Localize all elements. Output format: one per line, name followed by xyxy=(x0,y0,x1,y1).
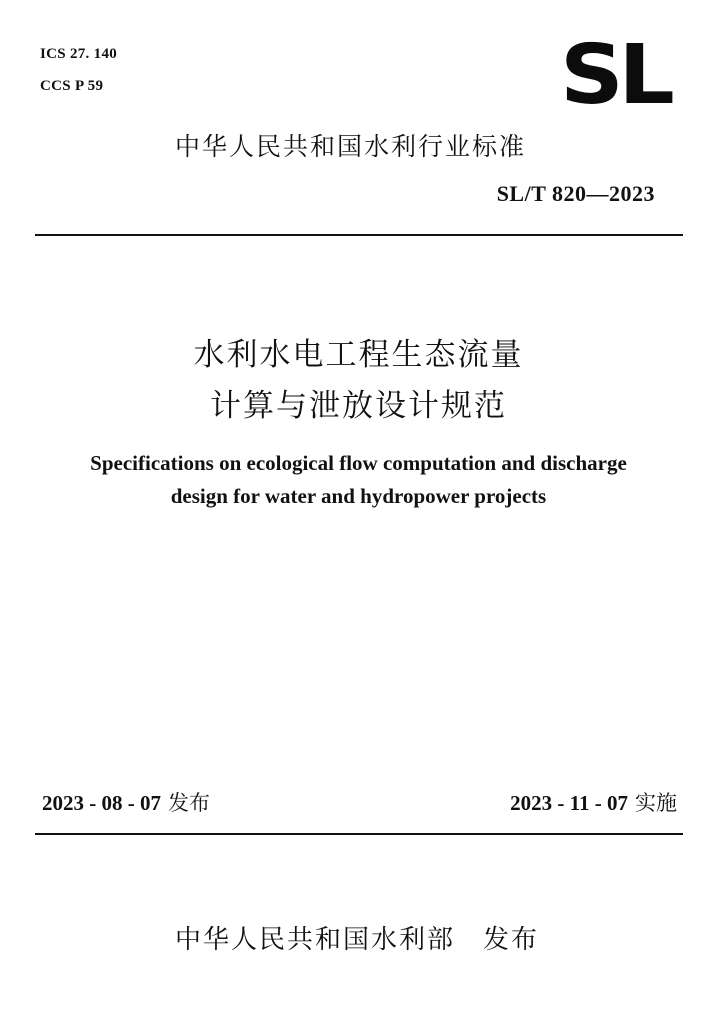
top-divider xyxy=(35,234,683,236)
implement-label: 实施 xyxy=(635,791,677,815)
standard-number: SL/T 820—2023 xyxy=(496,181,655,206)
publisher-action: 发布 xyxy=(483,925,540,955)
publisher-line xyxy=(175,922,539,958)
issue-date: 2023 - 08 - 07 xyxy=(42,791,161,815)
title-cn-line1: 水利水电工程生态流量 xyxy=(193,337,524,373)
ccs-code: CCS P 59 xyxy=(40,78,104,94)
title-cn-line2: 计算与泄放设计规范 xyxy=(210,388,507,424)
bottom-divider xyxy=(35,833,683,835)
standard-category: 中华人民共和国水利行业标准 xyxy=(175,132,527,161)
publisher-name: 中华人民共和国水利部 xyxy=(175,925,456,955)
implement-date-block xyxy=(510,788,677,818)
issue-label: 发布 xyxy=(168,791,210,815)
sl-logo: SL xyxy=(560,28,670,123)
ics-code: ICS 27. 140 xyxy=(40,46,118,62)
title-en-line1: Specifications on ecological flow computation and discharge xyxy=(90,451,627,475)
issue-date-block xyxy=(42,788,210,818)
implement-date: 2023 - 11 - 07 xyxy=(510,791,628,815)
title-en-line2: design for water and hydropower projects xyxy=(170,484,547,508)
